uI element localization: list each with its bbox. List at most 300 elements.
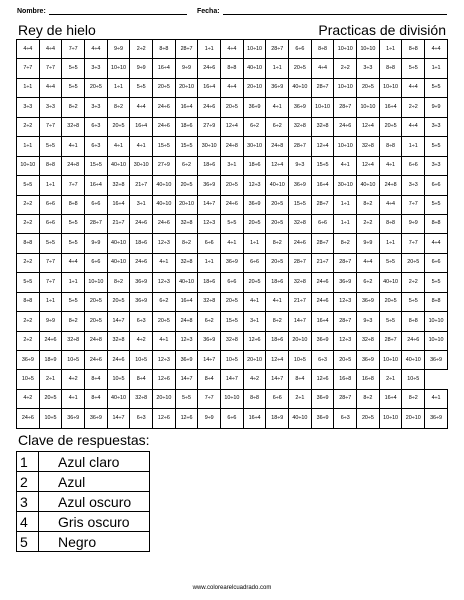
grid-cell[interactable]: 4÷1 [425,389,448,408]
grid-cell[interactable]: 20÷5 [85,292,108,311]
grid-cell[interactable]: 36÷9 [62,409,85,429]
grid-cell[interactable]: 36÷9 [130,273,153,292]
grid-cell[interactable]: 10÷10 [85,273,108,292]
grid-cell[interactable]: 6÷6 [221,409,244,429]
grid-cell[interactable]: 2÷2 [334,59,357,78]
grid-cell[interactable]: 10÷10 [357,98,380,117]
grid-cell[interactable]: 14÷7 [107,409,130,429]
grid-cell[interactable]: 3÷3 [85,98,108,117]
grid-cell[interactable]: 12÷4 [357,156,380,175]
grid-cell[interactable]: 3÷3 [425,117,448,136]
grid-cell[interactable]: 10÷10 [334,137,357,156]
grid-cell[interactable]: 20÷5 [107,292,130,311]
grid-cell[interactable]: 1÷1 [243,234,266,253]
grid-cell[interactable]: 24÷6 [107,351,130,370]
grid-cell[interactable]: 2÷1 [379,370,402,389]
grid-cell[interactable]: 6÷6 [266,389,289,408]
grid-cell[interactable]: 16÷4 [175,292,198,311]
grid-cell[interactable]: 20÷5 [85,78,108,97]
grid-cell[interactable]: 3÷1 [221,156,244,175]
grid-cell[interactable]: 32÷8 [221,331,244,350]
grid-cell[interactable]: 4÷4 [357,253,380,272]
grid-cell[interactable]: 40÷10 [107,253,130,272]
grid-cell[interactable]: 32÷8 [107,176,130,195]
grid-cell[interactable]: 20÷5 [243,214,266,233]
grid-cell[interactable]: 4÷4 [62,253,85,272]
grid-cell[interactable]: 4÷4 [402,117,425,136]
grid-cell[interactable]: 14÷7 [107,312,130,331]
grid-cell[interactable]: 4÷4 [425,40,448,59]
grid-cell[interactable]: 32÷8 [357,137,380,156]
grid-cell[interactable]: 9÷9 [107,40,130,59]
grid-cell[interactable]: 20÷10 [243,78,266,97]
grid-cell[interactable]: 14÷7 [198,351,221,370]
grid-cell[interactable]: 10÷10 [334,40,357,59]
grid-cell[interactable]: 9÷9 [198,409,221,429]
grid-cell[interactable]: 10÷5 [221,351,244,370]
grid-cell[interactable]: 20÷5 [243,273,266,292]
grid-cell[interactable]: 6÷3 [334,409,357,429]
grid-cell[interactable]: 8÷8 [379,214,402,233]
grid-cell[interactable]: 10÷10 [379,351,402,370]
grid-cell[interactable]: 1÷1 [39,292,62,311]
grid-cell[interactable]: 4÷1 [107,137,130,156]
grid-cell[interactable]: 10÷5 [402,370,425,389]
grid-cell[interactable]: 40÷10 [357,176,380,195]
grid-cell[interactable]: 18÷9 [39,351,62,370]
grid-cell[interactable]: 2÷1 [289,389,312,408]
grid-cell[interactable]: 30÷10 [334,176,357,195]
grid-cell[interactable]: 32÷8 [62,117,85,136]
grid-cell[interactable]: 8÷8 [379,137,402,156]
grid-cell[interactable]: 18÷6 [175,117,198,136]
grid-cell[interactable]: 6÷6 [243,253,266,272]
grid-cell[interactable]: 28÷7 [289,253,312,272]
grid-cell[interactable]: 12÷6 [311,370,334,389]
grid-cell[interactable]: 32÷8 [289,117,312,136]
grid-cell[interactable]: 12÷4 [221,117,244,136]
grid-cell[interactable]: 16÷4 [379,98,402,117]
grid-cell[interactable]: 14÷7 [289,312,312,331]
grid-cell[interactable]: 4÷1 [62,137,85,156]
grid-cell[interactable]: 40÷10 [153,195,176,214]
grid-cell[interactable]: 10÷10 [107,59,130,78]
grid-cell[interactable]: 40÷10 [175,273,198,292]
grid-cell[interactable]: 3÷3 [39,98,62,117]
grid-cell[interactable]: 5÷5 [62,59,85,78]
grid-cell[interactable]: 5÷5 [39,234,62,253]
grid-cell[interactable]: 7÷7 [39,253,62,272]
grid-cell[interactable]: 8÷2 [402,389,425,408]
grid-cell[interactable]: 6÷6 [402,156,425,175]
grid-cell[interactable]: 4÷1 [62,389,85,408]
grid-cell[interactable]: 21÷7 [311,253,334,272]
grid-cell[interactable]: 12÷6 [243,331,266,350]
grid-cell[interactable]: 1÷1 [62,273,85,292]
grid-cell[interactable]: 5÷5 [62,78,85,97]
grid-cell[interactable]: 20÷10 [402,409,425,429]
grid-cell[interactable]: 28÷7 [311,234,334,253]
grid-cell[interactable]: 4÷1 [153,253,176,272]
grid-cell[interactable]: 20÷10 [175,78,198,97]
grid-cell[interactable]: 8÷2 [175,234,198,253]
grid-cell[interactable]: 15÷5 [153,137,176,156]
grid-cell[interactable]: 6÷2 [243,117,266,136]
grid-cell[interactable]: 5÷5 [402,292,425,311]
grid-cell[interactable]: 8÷8 [311,40,334,59]
grid-cell[interactable]: 32÷8 [175,214,198,233]
grid-cell[interactable]: 40÷10 [107,389,130,408]
grid-cell[interactable]: 40÷10 [243,59,266,78]
grid-cell[interactable]: 16÷4 [107,195,130,214]
grid-cell[interactable]: 9÷9 [85,234,108,253]
grid-cell[interactable]: 10÷5 [130,351,153,370]
grid-cell[interactable]: 6÷6 [85,195,108,214]
grid-cell[interactable]: 2÷2 [130,40,153,59]
grid-cell[interactable]: 20÷5 [85,312,108,331]
grid-cell[interactable]: 40÷10 [266,176,289,195]
grid-cell[interactable]: 16÷4 [198,78,221,97]
grid-cell[interactable]: 6÷6 [221,273,244,292]
grid-cell[interactable]: 24÷8 [379,176,402,195]
date-field[interactable] [197,7,447,15]
grid-cell[interactable]: 24÷8 [221,137,244,156]
grid-cell[interactable]: 4÷2 [243,370,266,389]
grid-cell[interactable]: 36÷9 [425,409,448,429]
grid-cell[interactable]: 8÷4 [130,370,153,389]
grid-cell[interactable]: 20÷5 [221,98,244,117]
grid-cell[interactable]: 9÷9 [130,59,153,78]
grid-cell[interactable]: 21÷7 [107,214,130,233]
grid-cell[interactable]: 7÷7 [62,176,85,195]
grid-cell[interactable]: 28÷7 [334,389,357,408]
grid-cell[interactable]: 32÷8 [311,117,334,136]
grid-cell[interactable]: 36÷9 [175,351,198,370]
grid-cell[interactable]: 36÷9 [85,409,108,429]
grid-cell[interactable]: 24÷8 [62,156,85,175]
grid-cell[interactable]: 12÷3 [153,234,176,253]
grid-cell[interactable]: 8÷8 [221,59,244,78]
grid-cell[interactable]: 16÷4 [130,117,153,136]
grid-cell[interactable]: 15÷5 [221,312,244,331]
grid-cell[interactable]: 9÷9 [402,214,425,233]
grid-cell[interactable]: 36÷9 [357,351,380,370]
grid-cell[interactable]: 14÷7 [266,370,289,389]
grid-cell[interactable]: 24÷6 [153,98,176,117]
grid-cell[interactable]: 24÷6 [289,234,312,253]
grid-cell[interactable]: 4÷4 [311,59,334,78]
grid-cell[interactable]: 20÷5 [357,409,380,429]
grid-cell[interactable]: 6÷6 [311,214,334,233]
grid-cell[interactable]: 20÷5 [266,195,289,214]
grid-cell[interactable]: 18÷9 [266,409,289,429]
grid-cell[interactable]: 24÷6 [130,214,153,233]
grid-cell[interactable]: 28÷7 [311,195,334,214]
grid-cell[interactable]: 36÷9 [357,292,380,311]
grid-cell[interactable]: 1÷1 [334,214,357,233]
grid-cell[interactable]: 9÷9 [39,312,62,331]
grid-cell[interactable]: 6÷6 [289,40,312,59]
grid-cell[interactable]: 20÷5 [266,253,289,272]
grid-cell[interactable]: 20÷10 [289,331,312,350]
grid-cell[interactable]: 4÷1 [266,98,289,117]
grid-cell[interactable]: 4÷4 [402,78,425,97]
grid-cell[interactable]: 24÷6 [221,195,244,214]
grid-cell[interactable]: 16÷4 [243,409,266,429]
grid-cell[interactable]: 6÷3 [130,312,153,331]
grid-cell[interactable]: 40÷10 [107,156,130,175]
grid-cell[interactable]: 8÷2 [107,98,130,117]
grid-cell[interactable]: 28÷7 [289,137,312,156]
grid-cell[interactable]: 20÷10 [243,351,266,370]
grid-cell[interactable]: 3÷3 [357,59,380,78]
grid-cell[interactable]: 4÷1 [266,292,289,311]
grid-cell[interactable]: 6÷6 [425,176,448,195]
grid-cell[interactable]: 12÷3 [334,331,357,350]
grid-cell[interactable]: 8÷8 [402,312,425,331]
grid-cell[interactable]: 4÷4 [130,98,153,117]
grid-cell[interactable]: 24÷6 [39,331,62,350]
grid-cell[interactable]: 5÷5 [175,389,198,408]
grid-cell[interactable]: 36÷9 [311,331,334,350]
grid-cell[interactable]: 16÷4 [379,389,402,408]
grid-cell[interactable]: 20÷10 [153,389,176,408]
grid-cell[interactable]: 1÷1 [379,234,402,253]
grid-cell[interactable]: 32÷8 [175,253,198,272]
grid-cell[interactable]: 30÷10 [198,137,221,156]
grid-cell[interactable]: 2÷2 [357,214,380,233]
grid-cell[interactable]: 4÷4 [39,78,62,97]
grid-cell[interactable]: 24÷8 [175,312,198,331]
grid-cell[interactable]: 6÷6 [85,253,108,272]
grid-cell[interactable]: 6÷2 [198,312,221,331]
grid-cell[interactable]: 6÷3 [311,351,334,370]
grid-cell[interactable]: 20÷5 [221,176,244,195]
grid-cell[interactable]: 24÷6 [334,117,357,136]
grid-cell[interactable]: 4÷2 [17,389,40,408]
grid-cell[interactable]: 4÷1 [130,137,153,156]
grid-cell[interactable]: 7÷7 [62,40,85,59]
grid-cell[interactable]: 36÷9 [243,195,266,214]
grid-cell[interactable]: 6÷2 [153,292,176,311]
grid-cell[interactable]: 20÷5 [107,117,130,136]
grid-cell[interactable]: 4÷1 [221,234,244,253]
grid-cell[interactable]: 24÷6 [130,253,153,272]
grid-cell[interactable]: 12÷6 [175,409,198,429]
grid-cell[interactable]: 8÷8 [17,234,40,253]
grid-cell[interactable]: 24÷8 [85,331,108,350]
grid-cell[interactable]: 10÷10 [334,78,357,97]
grid-cell[interactable]: 12÷4 [311,137,334,156]
grid-cell[interactable]: 8÷4 [85,389,108,408]
grid-cell[interactable]: 2÷1 [39,370,62,389]
grid-cell[interactable]: 16÷4 [153,59,176,78]
grid-cell[interactable]: 6÷3 [130,409,153,429]
grid-cell[interactable]: 14÷7 [198,195,221,214]
grid-cell[interactable]: 7÷7 [39,59,62,78]
grid-cell[interactable]: 10÷5 [289,351,312,370]
grid-cell[interactable]: 12÷6 [153,370,176,389]
grid-cell[interactable]: 1÷1 [266,59,289,78]
grid-cell[interactable]: 32÷8 [289,273,312,292]
grid-cell[interactable]: 36÷9 [289,98,312,117]
grid-cell[interactable]: 6÷2 [266,117,289,136]
grid-cell[interactable]: 40÷10 [153,176,176,195]
grid-cell[interactable]: 16÷8 [357,370,380,389]
grid-cell[interactable]: 1÷1 [379,40,402,59]
grid-cell[interactable]: 5÷5 [62,292,85,311]
grid-cell[interactable]: 6÷2 [175,156,198,175]
grid-cell[interactable]: 14÷7 [175,370,198,389]
grid-cell[interactable]: 18÷6 [266,273,289,292]
grid-cell[interactable]: 10÷5 [62,351,85,370]
grid-cell[interactable]: 36÷9 [311,409,334,429]
grid-cell[interactable]: 36÷9 [243,98,266,117]
grid-cell[interactable]: 3÷3 [402,176,425,195]
grid-cell[interactable]: 32÷8 [198,292,221,311]
grid-cell[interactable]: 4÷4 [221,78,244,97]
grid-cell[interactable]: 8÷8 [39,156,62,175]
grid-cell[interactable]: 28÷7 [379,331,402,350]
grid-cell[interactable]: 6÷3 [85,117,108,136]
grid-cell[interactable]: 36÷9 [130,292,153,311]
grid-cell[interactable]: 1÷1 [17,78,40,97]
grid-cell[interactable]: 12÷4 [357,117,380,136]
grid-cell[interactable]: 10÷10 [425,312,448,331]
grid-cell[interactable]: 6÷3 [85,137,108,156]
grid-cell[interactable]: 10÷10 [425,331,448,350]
grid-cell[interactable]: 36÷9 [266,78,289,97]
grid-cell[interactable]: 8÷2 [357,195,380,214]
grid-cell[interactable]: 8÷2 [107,273,130,292]
grid-cell[interactable]: 36÷9 [221,253,244,272]
grid-cell[interactable]: 10÷5 [39,409,62,429]
grid-cell[interactable]: 8÷4 [198,370,221,389]
grid-cell[interactable]: 4÷4 [39,40,62,59]
grid-cell[interactable]: 20÷5 [402,253,425,272]
grid-cell[interactable]: 15÷5 [175,137,198,156]
grid-cell[interactable]: 8÷8 [153,40,176,59]
grid-cell[interactable]: 10÷10 [243,40,266,59]
date-line[interactable] [223,7,447,15]
grid-cell[interactable]: 3÷3 [85,59,108,78]
grid-cell[interactable]: 7÷7 [39,117,62,136]
grid-cell[interactable]: 24÷6 [198,59,221,78]
grid-cell[interactable]: 5÷5 [62,214,85,233]
grid-cell[interactable]: 12÷3 [334,292,357,311]
grid-cell[interactable]: 36÷9 [198,331,221,350]
grid-cell[interactable]: 5÷5 [402,59,425,78]
grid-cell[interactable]: 32÷8 [357,331,380,350]
grid-cell[interactable]: 28÷7 [334,253,357,272]
grid-cell[interactable]: 8÷8 [425,292,448,311]
grid-cell[interactable]: 24÷6 [311,273,334,292]
grid-cell[interactable]: 1÷1 [107,78,130,97]
grid-cell[interactable]: 40÷10 [289,78,312,97]
grid-cell[interactable]: 24÷6 [402,331,425,350]
grid-cell[interactable]: 40÷10 [402,351,425,370]
grid-cell[interactable]: 28÷7 [266,40,289,59]
grid-cell[interactable]: 30÷10 [130,156,153,175]
grid-cell[interactable]: 18÷6 [130,234,153,253]
grid-cell[interactable]: 2÷2 [402,98,425,117]
grid-cell[interactable]: 4÷2 [130,331,153,350]
grid-cell[interactable]: 5÷5 [425,137,448,156]
name-line[interactable] [49,7,187,15]
grid-cell[interactable]: 20÷5 [357,78,380,97]
grid-cell[interactable]: 10÷10 [17,156,40,175]
grid-cell[interactable]: 6÷6 [425,253,448,272]
grid-cell[interactable]: 2÷2 [17,117,40,136]
grid-cell[interactable]: 18÷6 [243,156,266,175]
grid-cell[interactable]: 5÷5 [425,273,448,292]
grid-cell[interactable]: 5÷5 [17,176,40,195]
grid-cell[interactable]: 5÷5 [130,78,153,97]
grid-cell[interactable]: 12÷6 [153,409,176,429]
grid-cell[interactable]: 8÷2 [266,312,289,331]
grid-cell[interactable]: 27÷9 [198,117,221,136]
grid-cell[interactable]: 2÷2 [17,253,40,272]
grid-cell[interactable]: 4÷4 [85,40,108,59]
grid-cell[interactable]: 8÷8 [402,40,425,59]
grid-cell[interactable]: 4÷1 [379,156,402,175]
grid-cell[interactable]: 7÷7 [198,389,221,408]
grid-cell[interactable]: 28÷7 [85,214,108,233]
grid-cell[interactable]: 5÷5 [62,234,85,253]
grid-cell[interactable]: 2÷2 [17,312,40,331]
grid-cell[interactable]: 5÷5 [379,253,402,272]
grid-cell[interactable]: 8÷8 [17,292,40,311]
grid-cell[interactable]: 8÷4 [85,370,108,389]
grid-cell[interactable]: 18÷6 [266,331,289,350]
grid-cell[interactable]: 15÷5 [85,156,108,175]
grid-cell[interactable]: 8÷8 [243,389,266,408]
grid-cell[interactable]: 5÷5 [425,195,448,214]
grid-cell[interactable]: 24÷6 [153,214,176,233]
grid-cell[interactable]: 5÷5 [17,273,40,292]
grid-cell[interactable]: 15÷5 [311,156,334,175]
grid-cell[interactable]: 4÷4 [17,40,40,59]
grid-cell[interactable]: 2÷2 [17,195,40,214]
grid-cell[interactable]: 6÷6 [39,195,62,214]
grid-cell[interactable]: 10÷5 [17,370,40,389]
name-field[interactable] [17,7,187,15]
grid-cell[interactable]: 20÷5 [266,214,289,233]
grid-cell[interactable]: 20÷5 [39,389,62,408]
grid-cell[interactable]: 27÷9 [153,156,176,175]
grid-cell[interactable]: 36÷9 [311,389,334,408]
grid-cell[interactable]: 2÷2 [17,214,40,233]
grid-cell[interactable]: 9÷3 [289,156,312,175]
grid-cell[interactable]: 12÷4 [266,351,289,370]
grid-cell[interactable]: 16÷4 [175,98,198,117]
grid-cell[interactable]: 4÷1 [334,156,357,175]
grid-cell[interactable]: 4÷4 [425,234,448,253]
grid-cell[interactable]: 1÷1 [198,40,221,59]
grid-cell[interactable]: 36÷9 [425,351,448,370]
grid-cell[interactable]: 6÷2 [357,273,380,292]
grid-cell[interactable]: 24÷6 [198,98,221,117]
grid-cell[interactable]: 40÷10 [379,273,402,292]
grid-cell[interactable]: 9÷3 [357,312,380,331]
grid-cell[interactable]: 8÷8 [379,59,402,78]
grid-cell[interactable]: 16÷4 [311,312,334,331]
grid-cell[interactable]: 7÷7 [39,273,62,292]
grid-cell[interactable]: 30÷10 [243,137,266,156]
grid-cell[interactable]: 1÷1 [425,59,448,78]
grid-cell[interactable]: 20÷5 [379,117,402,136]
grid-cell[interactable]: 10÷10 [357,40,380,59]
